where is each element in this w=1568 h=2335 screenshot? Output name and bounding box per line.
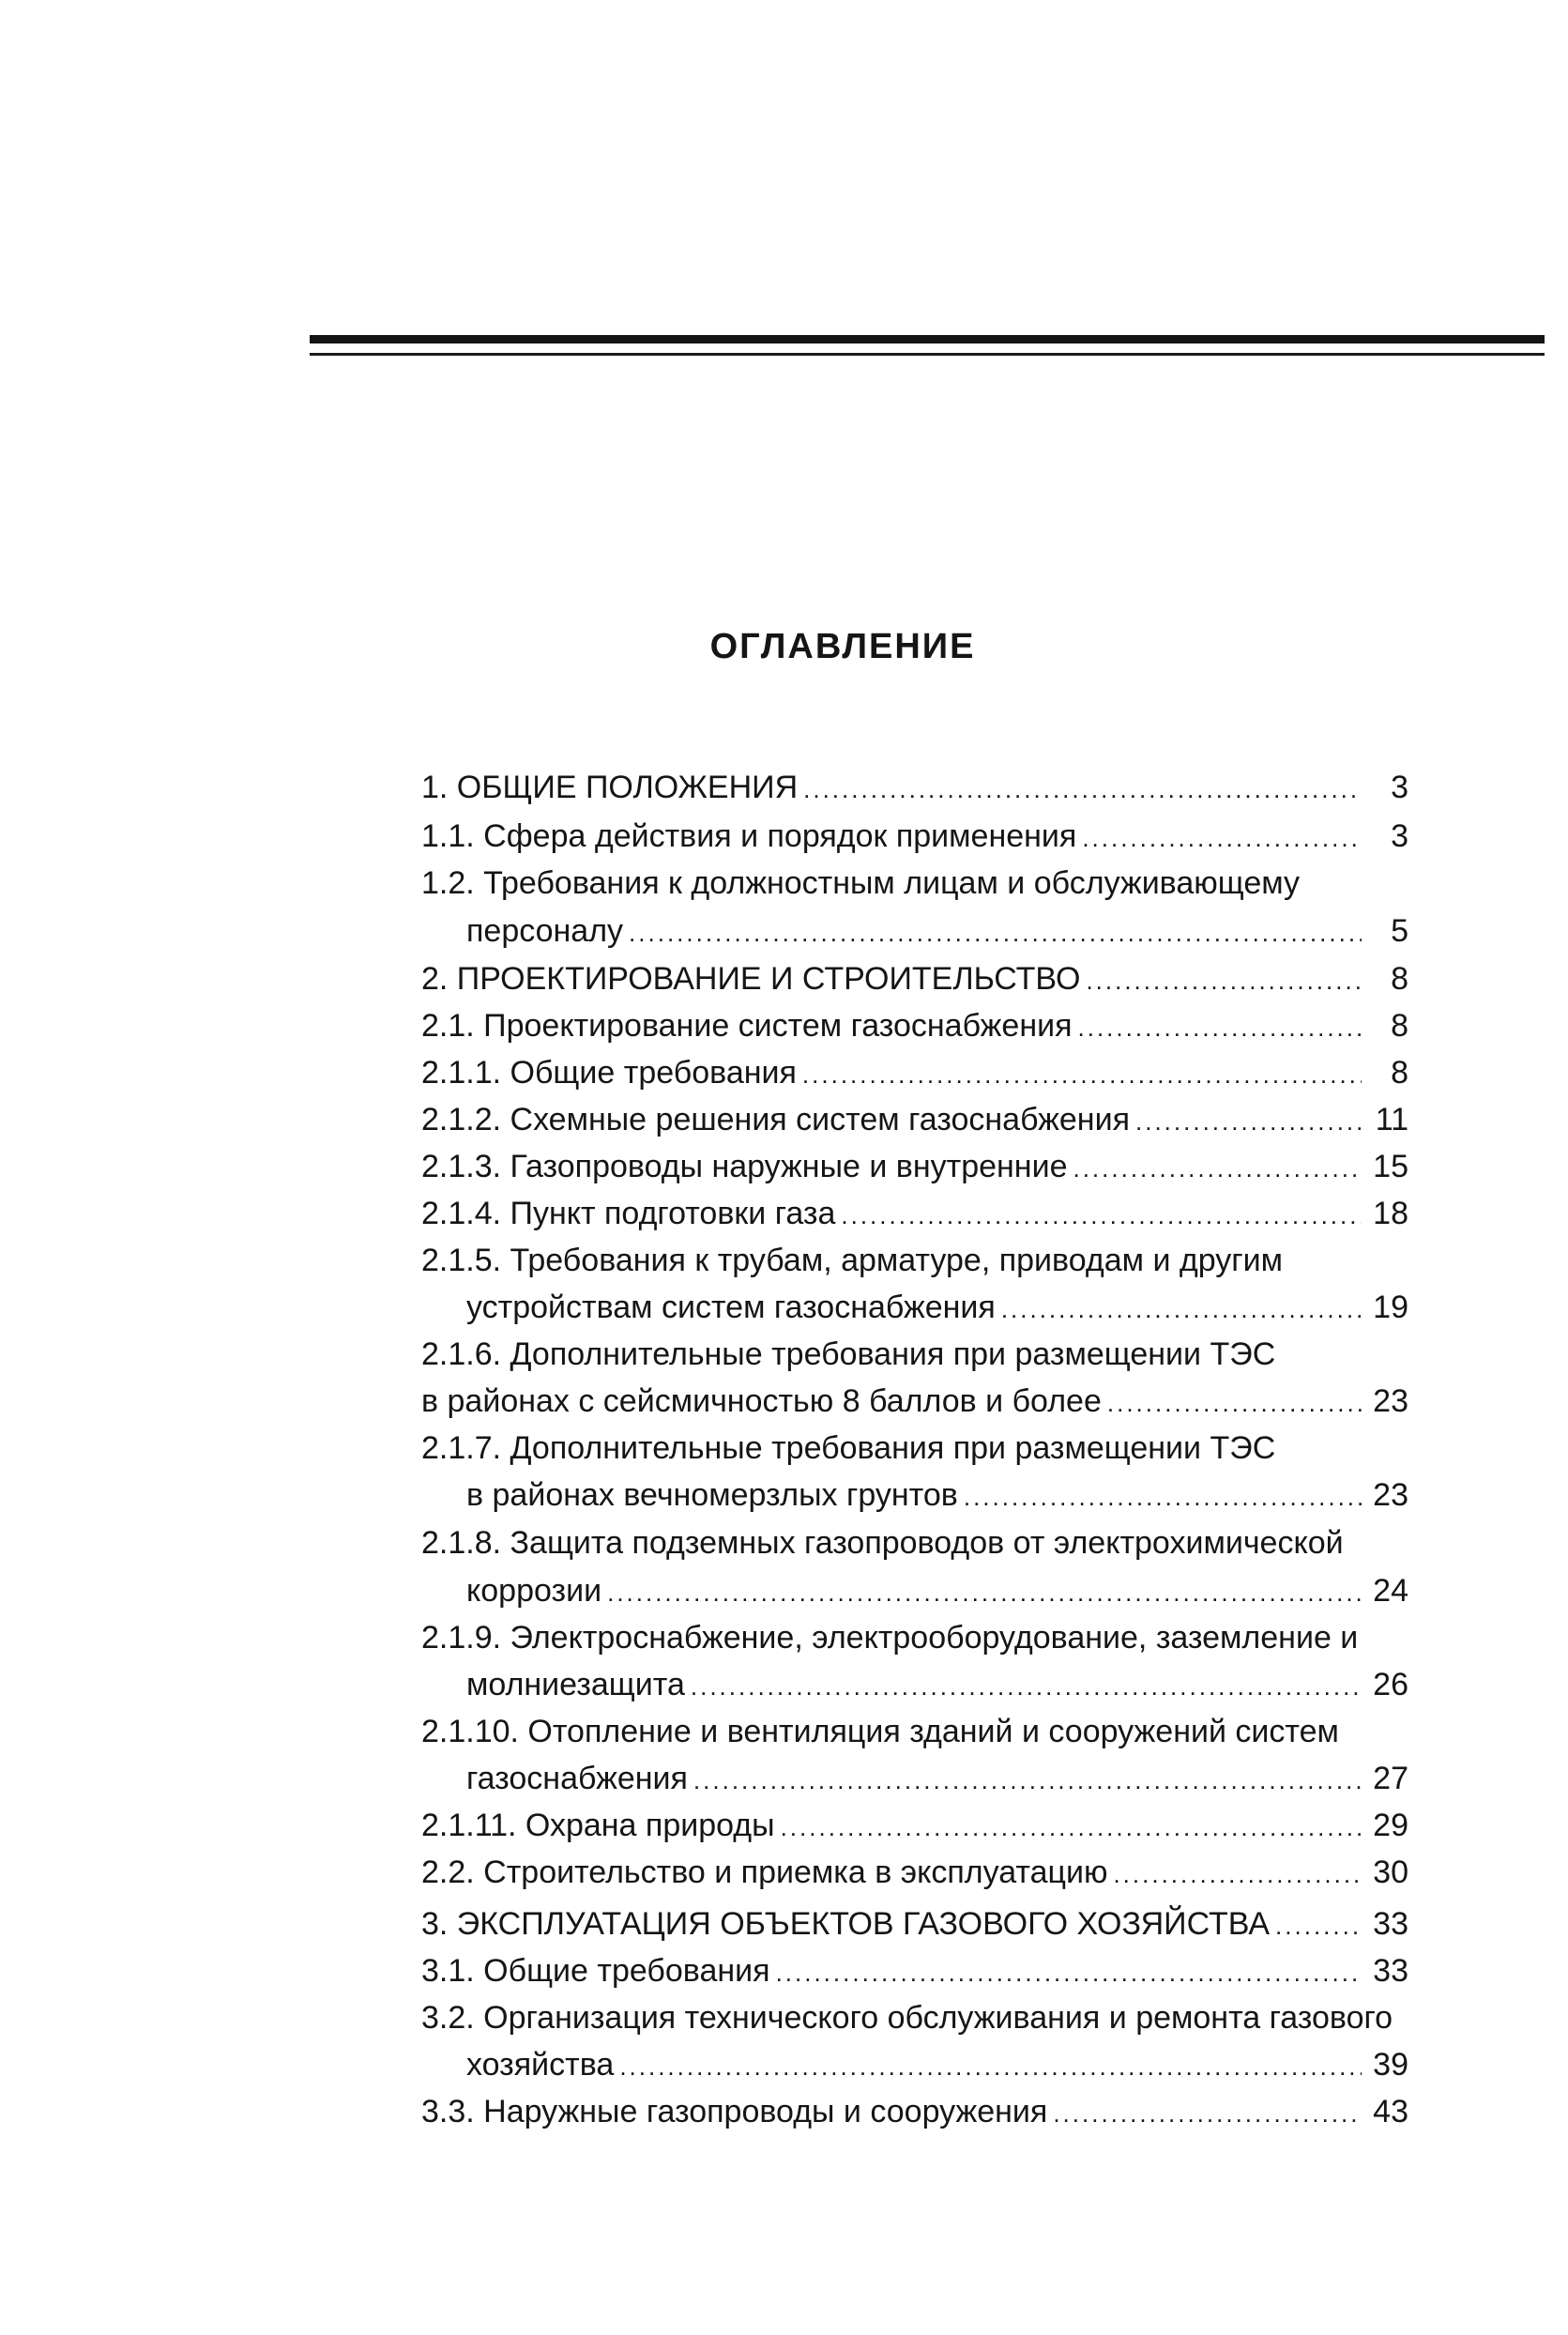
toc-entry-3-2[interactable] [421, 1999, 1408, 2037]
toc-entry-title: 1.1. Сфера действия и порядок применения [421, 818, 1077, 854]
toc-leader-dots [619, 2048, 1362, 2085]
toc-page-number: 43 [1373, 2094, 1408, 2129]
toc-entry-title-cont: персоналу [466, 913, 624, 949]
toc-page-number: 29 [1373, 1808, 1408, 1843]
toc-page-number: 27 [1373, 1761, 1408, 1796]
toc-entry-title: 1. ОБЩИЕ ПОЛОЖЕНИЯ [421, 770, 799, 805]
toc-entry-title: 2.1.3. Газопроводы наружные и внутренние [421, 1149, 1068, 1184]
toc-entry-title-cont: газоснабжения [466, 1761, 688, 1796]
toc-entry-title: 2.1.4. Пункт подготовки газа [421, 1196, 836, 1231]
toc-leader-dots [629, 914, 1362, 952]
toc-entry-1-1[interactable] [421, 817, 1408, 855]
toc-entry-2-1-4[interactable] [421, 1195, 1408, 1232]
toc-leader-dots [1086, 962, 1362, 1000]
toc-entry-title: 2.2. Строительство и приемка в эксплуатацию [421, 1854, 1108, 1890]
toc-page-number: 23 [1373, 1477, 1408, 1513]
toc-entry-title: 2.1.8. Защита подземных газопроводов от электрохимической [421, 1525, 1344, 1561]
toc-entry-title: 2.1.2. Схемные решения систем газоснабжения [421, 1102, 1130, 1137]
toc-entry-2-1-5[interactable] [421, 1242, 1408, 1279]
toc-leader-dots [1073, 1150, 1362, 1187]
toc-entry-title: 2.1.7. Дополнительные требования при размещении ТЭС [421, 1430, 1276, 1466]
toc-entry-2-1-5-cont[interactable] [466, 1289, 1408, 1326]
toc-leader-dots [1053, 2095, 1362, 2132]
toc-leader-dots [1082, 819, 1362, 857]
page-title: ОГЛАВЛЕНИЕ [709, 627, 976, 666]
toc-leader-dots [776, 1954, 1362, 1992]
toc-entry-1[interactable] [421, 769, 1408, 806]
toc-entry-2-2[interactable] [421, 1854, 1408, 1891]
toc-leader-dots [1078, 1009, 1362, 1046]
toc-entry-title-cont: в районах вечномерзлых грунтов [466, 1477, 958, 1513]
toc-page-number: 8 [1391, 961, 1408, 997]
toc-page-number: 15 [1373, 1149, 1408, 1184]
toc-leader-dots [1107, 1384, 1362, 1422]
toc-entry-2-1-3[interactable] [421, 1148, 1408, 1185]
toc-entry-title-cont: молниезащита [466, 1667, 685, 1702]
toc-entry-1-2[interactable] [421, 864, 1408, 902]
toc-entry-2-1-11[interactable] [421, 1807, 1408, 1844]
toc-entry-2-1-2[interactable] [421, 1101, 1408, 1138]
toc-entry-title: 3. ЭКСПЛУАТАЦИЯ ОБЪЕКТОВ ГАЗОВОГО ХОЗЯЙСТВА [421, 1906, 1271, 1942]
toc-entry-1-2-cont[interactable] [466, 912, 1408, 950]
toc-entry-title: 2.1.6. Дополнительные требования при размещении ТЭС [421, 1336, 1276, 1372]
toc-entry-title-cont: устройствам систем газоснабжения [466, 1290, 996, 1325]
toc-entry-2[interactable] [421, 960, 1408, 998]
toc-page-number: 19 [1373, 1290, 1408, 1325]
toc-leader-dots [781, 1808, 1362, 1846]
toc-page-number: 33 [1373, 1906, 1408, 1942]
toc-entry-2-1-8[interactable] [421, 1524, 1408, 1562]
toc-entry-title-cont: хозяйства [466, 2047, 615, 2083]
toc-leader-dots [691, 1668, 1362, 1705]
toc-entry-2-1-7-cont[interactable] [466, 1476, 1408, 1514]
toc-entry-title: 2.1.9. Электроснабжение, электрооборудование, заземление и [421, 1620, 1359, 1656]
toc-page-number: 23 [1373, 1383, 1408, 1419]
toc-page-number: 3 [1391, 818, 1408, 854]
toc-page-number: 8 [1391, 1008, 1408, 1044]
toc-entry-2-1-10[interactable] [421, 1713, 1408, 1750]
toc-page-number: 30 [1373, 1854, 1408, 1890]
toc-page-number: 5 [1391, 913, 1408, 949]
toc-entry-2-1-9-cont[interactable] [466, 1666, 1408, 1703]
toc-leader-dots [1001, 1290, 1362, 1328]
toc-entry-title: 1.2. Требования к должностным лицам и обслуживающему [421, 865, 1301, 901]
toc-leader-dots [1275, 1907, 1362, 1945]
toc-leader-dots [693, 1762, 1362, 1799]
toc-leader-dots [803, 771, 1362, 808]
toc-leader-dots [841, 1197, 1362, 1234]
toc-page-number: 24 [1373, 1573, 1408, 1609]
toc-leader-dots [1113, 1855, 1362, 1893]
toc-leader-dots [607, 1574, 1362, 1611]
toc-page-number: 26 [1373, 1667, 1408, 1702]
header-rule-thin [310, 353, 1545, 356]
toc-entry-3-3[interactable] [421, 2093, 1408, 2130]
toc-entry-2-1-6[interactable] [421, 1335, 1408, 1373]
toc-entry-title-cont: коррозии [466, 1573, 602, 1609]
toc-page-number: 33 [1373, 1953, 1408, 1989]
toc-page-number: 8 [1391, 1055, 1408, 1091]
toc-entry-title: 2.1. Проектирование систем газоснабжения [421, 1008, 1073, 1044]
toc-entry-title: 2.1.10. Отопление и вентиляция зданий и сооружений систем [421, 1714, 1339, 1749]
toc-page-number: 11 [1375, 1102, 1408, 1137]
toc-entry-2-1-9[interactable] [421, 1619, 1408, 1656]
toc-entry-3[interactable] [421, 1905, 1408, 1943]
header-rule-thick [310, 335, 1545, 343]
toc-entry-2-1-7[interactable] [421, 1429, 1408, 1467]
toc-page-number: 3 [1391, 770, 1408, 805]
toc-entry-title: 3.3. Наружные газопроводы и сооружения [421, 2094, 1048, 2129]
toc-entry-2-1-10-cont[interactable] [466, 1760, 1408, 1797]
toc-leader-dots [964, 1478, 1362, 1516]
toc-page-number: 18 [1373, 1196, 1408, 1231]
toc-entry-3-2-cont[interactable] [466, 2046, 1408, 2083]
toc-entry-2-1-1[interactable] [421, 1054, 1408, 1091]
toc-entry-2-1[interactable] [421, 1007, 1408, 1045]
toc-entry-title-cont: в районах с сейсмичностью 8 баллов и более [421, 1383, 1102, 1419]
toc-entry-title: 3.2. Организация технического обслуживания и ремонта газового [421, 2000, 1393, 2036]
toc-page-number: 39 [1373, 2047, 1408, 2083]
toc-entry-title: 2.1.11. Охрана природы [421, 1808, 775, 1843]
toc-entry-2-1-6-cont[interactable] [421, 1382, 1408, 1420]
toc-entry-3-1[interactable] [421, 1952, 1408, 1990]
toc-entry-title: 2.1.1. Общие требования [421, 1055, 797, 1091]
toc-entry-title: 2. ПРОЕКТИРОВАНИЕ И СТРОИТЕЛЬСТВО [421, 961, 1081, 997]
toc-entry-title: 2.1.5. Требования к трубам, арматуре, приводам и другим [421, 1243, 1284, 1278]
toc-leader-dots [802, 1056, 1362, 1093]
toc-leader-dots [1135, 1103, 1362, 1140]
toc-entry-title: 3.1. Общие требования [421, 1953, 770, 1989]
toc-entry-2-1-8-cont[interactable] [466, 1572, 1408, 1610]
